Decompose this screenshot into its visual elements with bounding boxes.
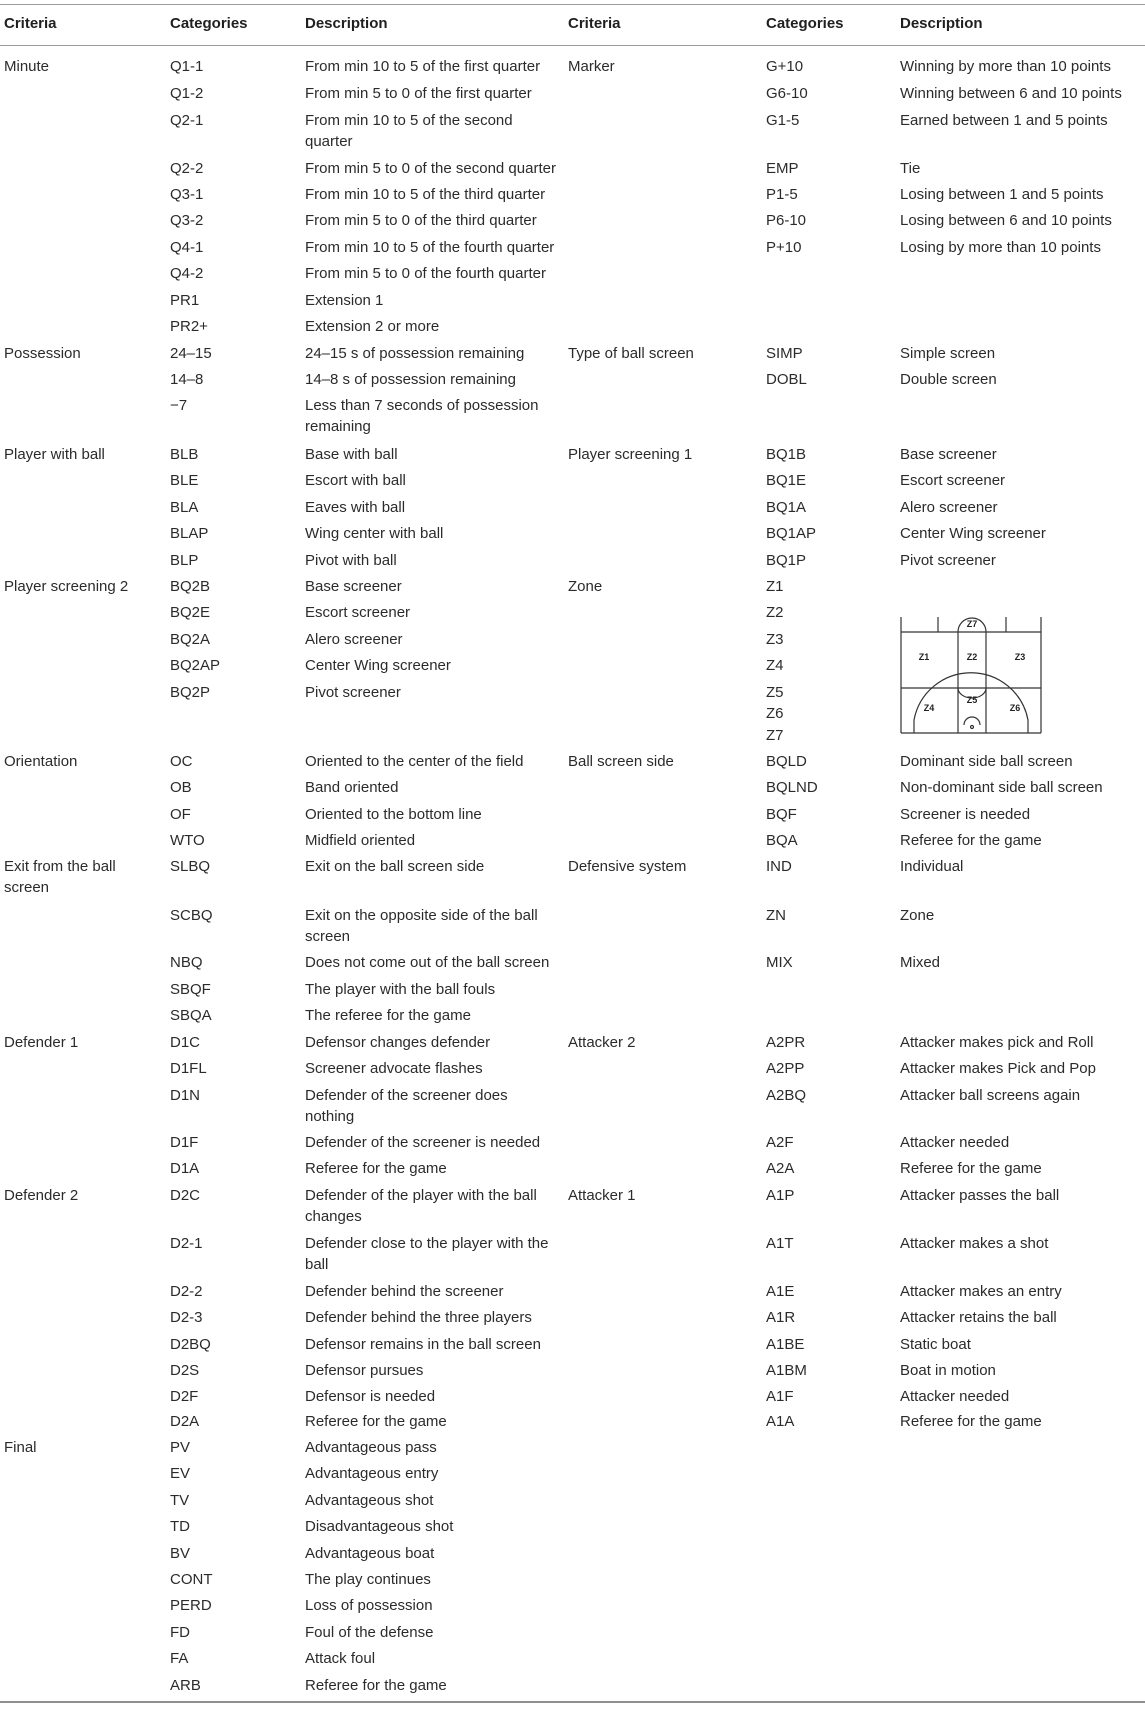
category-description: Center Wing screener	[305, 657, 451, 674]
category-code: A1E	[766, 1283, 795, 1300]
category-description: Pivot with ball	[305, 552, 397, 569]
category-code: SBQA	[170, 1007, 212, 1024]
category-code: BQ1B	[766, 446, 807, 463]
criteria-exit-from-ball-screen: Exit from the ball screen	[4, 858, 116, 896]
category-code: P6-10	[766, 212, 807, 229]
category-description: Defensor changes defender	[305, 1034, 491, 1051]
category-code: A1R	[766, 1309, 796, 1326]
criteria-marker: Marker	[568, 58, 615, 75]
category-code: Z1	[766, 578, 784, 595]
category-description: Less than 7 seconds of possession remaining	[305, 397, 539, 435]
category-code: BLP	[170, 552, 199, 569]
category-description: Non-dominant side ball screen	[900, 779, 1103, 796]
category-description: Attacker makes a shot	[900, 1235, 1049, 1252]
category-description: Screener is needed	[900, 806, 1031, 823]
category-description: Zone	[900, 907, 935, 924]
category-code: Q1-1	[170, 58, 204, 75]
category-code: D2C	[170, 1187, 201, 1204]
header-rule	[0, 45, 1145, 46]
category-code: EMP	[766, 160, 799, 177]
category-code: 24–15	[170, 345, 212, 362]
category-code: ZN	[766, 907, 786, 924]
category-code: BQLND	[766, 779, 818, 796]
category-code: Q3-2	[170, 212, 204, 229]
category-code: PERD	[170, 1597, 212, 1614]
category-code: A1T	[766, 1235, 794, 1252]
category-code: MIX	[766, 954, 793, 971]
category-code: D1F	[170, 1134, 199, 1151]
category-code: D2BQ	[170, 1336, 211, 1353]
category-code: A1A	[766, 1413, 795, 1430]
category-description: 14–8 s of possession remaining	[305, 371, 516, 388]
category-description: Earned between 1 and 5 points	[900, 112, 1108, 129]
category-description: The play continues	[305, 1571, 431, 1588]
category-code: D2F	[170, 1388, 199, 1405]
category-code: PR1	[170, 292, 200, 309]
category-description: Individual	[900, 858, 964, 875]
category-description: Extension 2 or more	[305, 318, 440, 335]
category-code: Z3	[766, 631, 784, 648]
category-description: Escort screener	[900, 472, 1006, 489]
category-code: CONT	[170, 1571, 213, 1588]
category-code: BLE	[170, 472, 199, 489]
category-code: BQ1E	[766, 472, 807, 489]
category-description: Referee for the game	[900, 1413, 1042, 1430]
category-description: From min 10 to 5 of the fourth quarter	[305, 239, 555, 256]
category-code: BLB	[170, 446, 199, 463]
category-code: Q1-2	[170, 85, 204, 102]
category-description: Advantageous pass	[305, 1439, 437, 1456]
category-description: Extension 1	[305, 292, 384, 309]
category-description: The referee for the game	[305, 1007, 471, 1024]
category-code: IND	[766, 858, 792, 875]
criteria-type-of-ball-screen: Type of ball screen	[568, 345, 694, 362]
category-description: Attacker needed	[900, 1388, 1010, 1405]
zone-label-z2: Z2	[966, 652, 978, 662]
category-code: OB	[170, 779, 192, 796]
category-code: WTO	[170, 832, 205, 849]
category-description: Boat in motion	[900, 1362, 996, 1379]
category-code: BQA	[766, 832, 798, 849]
category-code: Q2-2	[170, 160, 204, 177]
category-code: BQ2A	[170, 631, 211, 648]
category-code: D2A	[170, 1413, 200, 1430]
category-code: BQF	[766, 806, 797, 823]
category-code: Q4-2	[170, 265, 204, 282]
category-code: NBQ	[170, 954, 203, 971]
category-code: SIMP	[766, 345, 803, 362]
category-description: Attacker makes pick and Roll	[900, 1034, 1094, 1051]
category-code: A1BE	[766, 1336, 805, 1353]
criteria-player-screening-2: Player screening 2	[4, 578, 129, 595]
category-description: From min 5 to 0 of the fourth quarter	[305, 265, 546, 282]
category-description: 24–15 s of possession remaining	[305, 345, 525, 362]
category-code: BQ2E	[170, 604, 211, 621]
criteria-defender-2: Defender 2	[4, 1187, 79, 1204]
category-description: Center Wing screener	[900, 525, 1046, 542]
court-zones-diagram	[900, 615, 1044, 735]
category-code: D2-2	[170, 1283, 203, 1300]
category-code: A1P	[766, 1187, 795, 1204]
category-description: Exit on the ball screen side	[305, 858, 485, 875]
category-description: Referee for the game	[900, 1160, 1042, 1177]
category-description: Losing between 6 and 10 points	[900, 212, 1112, 229]
category-description: Advantageous boat	[305, 1545, 435, 1562]
rim-arc	[964, 717, 980, 725]
category-description: Losing between 1 and 5 points	[900, 186, 1104, 203]
bottom-rule	[0, 1701, 1145, 1703]
category-description: Screener advocate flashes	[305, 1060, 483, 1077]
category-code: 14–8	[170, 371, 204, 388]
category-code: P+10	[766, 239, 802, 256]
category-code: FA	[170, 1650, 189, 1667]
category-description: Attacker passes the ball	[900, 1187, 1060, 1204]
category-description: Winning by more than 10 points	[900, 58, 1111, 75]
category-description: Defender close to the player with the ball	[305, 1235, 549, 1273]
category-code: TV	[170, 1492, 190, 1509]
category-description: Defensor is needed	[305, 1388, 436, 1405]
category-description: Oriented to the bottom line	[305, 806, 482, 823]
category-description: Advantageous shot	[305, 1492, 434, 1509]
category-description: Alero screener	[305, 631, 403, 648]
category-code: BQ2AP	[170, 657, 221, 674]
category-code: OF	[170, 806, 191, 823]
category-description: Defender behind the three players	[305, 1309, 532, 1326]
category-description: Oriented to the center of the field	[305, 753, 524, 770]
criteria-attacker-2: Attacker 2	[568, 1034, 636, 1051]
category-description: Eaves with ball	[305, 499, 406, 516]
category-description: Band oriented	[305, 779, 399, 796]
category-code: DOBL	[766, 371, 807, 388]
category-code: A1F	[766, 1388, 794, 1405]
category-code: BQ1A	[766, 499, 807, 516]
category-description: Exit on the opposite side of the ball screen	[305, 907, 538, 945]
category-code: D2-1	[170, 1235, 203, 1252]
category-code: SCBQ	[170, 907, 213, 924]
category-code: G6-10	[766, 85, 808, 102]
category-code: BLAP	[170, 525, 209, 542]
category-description: Midfield oriented	[305, 832, 416, 849]
zone-label-z7: Z7	[966, 619, 978, 629]
category-code: FD	[170, 1624, 190, 1641]
category-code: BQ2B	[170, 578, 211, 595]
rim	[971, 726, 974, 729]
category-description: From min 10 to 5 of the third quarter	[305, 186, 546, 203]
category-code: BQ1P	[766, 552, 807, 569]
criteria-possession: Possession	[4, 345, 81, 362]
category-description: Defender of the screener is needed	[305, 1134, 541, 1151]
criteria-minute: Minute	[4, 58, 50, 75]
criteria-orientation: Orientation	[4, 753, 78, 770]
zone-label-z4: Z4	[923, 703, 935, 713]
category-description: From min 10 to 5 of the first quarter	[305, 58, 541, 75]
category-code: BQLD	[766, 753, 807, 770]
category-description: Pivot screener	[305, 684, 401, 701]
criteria-player-with-ball: Player with ball	[4, 446, 105, 463]
category-description: Escort screener	[305, 604, 411, 621]
criteria-final: Final	[4, 1439, 37, 1456]
category-code: D2S	[170, 1362, 200, 1379]
category-description: Defender of the player with the ball changes	[305, 1187, 537, 1225]
category-description: Attacker needed	[900, 1134, 1010, 1151]
category-code: A2BQ	[766, 1087, 807, 1104]
header-categories-left: Categories	[170, 15, 248, 32]
category-description: Referee for the game	[305, 1160, 447, 1177]
category-code: D1N	[170, 1087, 201, 1104]
category-code: A2A	[766, 1160, 795, 1177]
criteria-defensive-system: Defensive system	[568, 858, 687, 875]
category-description: The player with the ball fouls	[305, 981, 496, 998]
header-categories-right: Categories	[766, 15, 844, 32]
category-description: Double screen	[900, 371, 997, 388]
header-criteria-right: Criteria	[568, 15, 621, 32]
category-description: Defensor pursues	[305, 1362, 424, 1379]
zone-label-z6: Z6	[1009, 703, 1021, 713]
category-code: Z4	[766, 657, 784, 674]
category-code: Z6	[766, 705, 784, 722]
header-description-left: Description	[305, 15, 388, 32]
category-description: Base screener	[900, 446, 997, 463]
category-description: Wing center with ball	[305, 525, 444, 542]
criteria-player-screening-1: Player screening 1	[568, 446, 693, 463]
criteria-ball-screen-side: Ball screen side	[568, 753, 674, 770]
category-code: SBQF	[170, 981, 211, 998]
category-code: A2PP	[766, 1060, 805, 1077]
category-code: G1-5	[766, 112, 800, 129]
criteria-zone: Zone	[568, 578, 603, 595]
category-description: Foul of the defense	[305, 1624, 434, 1641]
category-code: Q3-1	[170, 186, 204, 203]
category-code: A2F	[766, 1134, 794, 1151]
category-code: Z7	[766, 727, 784, 744]
category-code: TD	[170, 1518, 190, 1535]
category-description: Base screener	[305, 578, 402, 595]
category-description: Simple screen	[900, 345, 996, 362]
category-code: BLA	[170, 499, 199, 516]
category-description: Defender of the screener does nothing	[305, 1087, 508, 1125]
category-code: P1-5	[766, 186, 798, 203]
category-description: Attack foul	[305, 1650, 376, 1667]
category-description: Defender behind the screener	[305, 1283, 504, 1300]
category-code: BQ2P	[170, 684, 211, 701]
header-description-right: Description	[900, 15, 983, 32]
category-description: Losing by more than 10 points	[900, 239, 1101, 256]
zone-label-z3: Z3	[1014, 652, 1026, 662]
category-code: D1FL	[170, 1060, 207, 1077]
category-description: Referee for the game	[305, 1677, 447, 1694]
category-description: Disadvantageous shot	[305, 1518, 454, 1535]
category-description: Mixed	[900, 954, 941, 971]
category-code: Z2	[766, 604, 784, 621]
category-code: −7	[170, 397, 188, 414]
category-description: Referee for the game	[900, 832, 1042, 849]
category-code: OC	[170, 753, 193, 770]
category-description: Attacker retains the ball	[900, 1309, 1057, 1326]
category-description: Referee for the game	[305, 1413, 447, 1430]
category-code: D1A	[170, 1160, 200, 1177]
category-code: D1C	[170, 1034, 201, 1051]
category-code: Z5	[766, 684, 784, 701]
category-description: Tie	[900, 160, 921, 177]
category-description: From min 5 to 0 of the first quarter	[305, 85, 532, 102]
category-code: A2PR	[766, 1034, 806, 1051]
category-description: Base with ball	[305, 446, 398, 463]
category-description: Static boat	[900, 1336, 971, 1353]
category-code: BV	[170, 1545, 191, 1562]
category-description: Defensor remains in the ball screen	[305, 1336, 541, 1353]
category-code: Q2-1	[170, 112, 204, 129]
category-code: BQ1AP	[766, 525, 817, 542]
category-description: Does not come out of the ball screen	[305, 954, 550, 971]
category-description: From min 10 to 5 of the second quarter	[305, 112, 513, 150]
category-description: From min 5 to 0 of the second quarter	[305, 160, 556, 177]
criteria-defender-1: Defender 1	[4, 1034, 79, 1051]
category-code: EV	[170, 1465, 191, 1482]
category-code: PR2+	[170, 318, 208, 335]
category-description: Advantageous entry	[305, 1465, 439, 1482]
category-description: Attacker makes Pick and Pop	[900, 1060, 1096, 1077]
category-code: Q4-1	[170, 239, 204, 256]
category-code: ARB	[170, 1677, 201, 1694]
category-code: PV	[170, 1439, 191, 1456]
zone-label-z1: Z1	[918, 652, 930, 662]
category-code: SLBQ	[170, 858, 211, 875]
category-description: Attacker ball screens again	[900, 1087, 1081, 1104]
category-code: D2-3	[170, 1309, 203, 1326]
category-description: Alero screener	[900, 499, 998, 516]
category-code: A1BM	[766, 1362, 807, 1379]
category-description: Winning between 6 and 10 points	[900, 85, 1122, 102]
category-code: G+10	[766, 58, 804, 75]
header-criteria-left: Criteria	[4, 15, 57, 32]
category-description: Dominant side ball screen	[900, 753, 1073, 770]
category-description: Escort with ball	[305, 472, 406, 489]
category-description: From min 5 to 0 of the third quarter	[305, 212, 537, 229]
category-description: Pivot screener	[900, 552, 996, 569]
category-description: Loss of possession	[305, 1597, 433, 1614]
category-description: Attacker makes an entry	[900, 1283, 1062, 1300]
criteria-attacker-1: Attacker 1	[568, 1187, 636, 1204]
top-rule	[0, 4, 1145, 5]
zone-label-z5: Z5	[966, 695, 978, 705]
